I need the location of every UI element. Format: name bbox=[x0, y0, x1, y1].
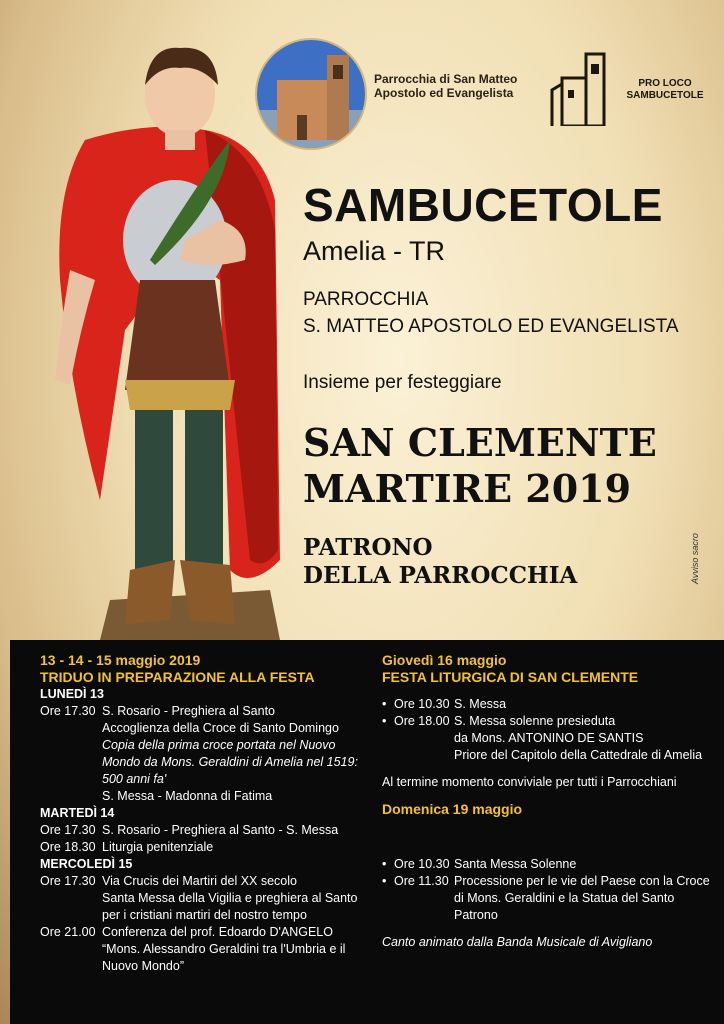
bullet-icon: • bbox=[382, 714, 387, 728]
event: Santa Messa della Vigilia e preghiera al Santo per i cristiani martiri del nostro tempo bbox=[102, 891, 358, 922]
town-title: SAMBUCETOLE bbox=[303, 179, 663, 231]
patron-line1: PATRONO bbox=[303, 534, 433, 561]
event-note: Copia della prima croce portata nel Nuovo Mondo da Mons. Geraldini di Amelia nel 1519: 500 anni fa' bbox=[102, 738, 358, 786]
intro-text: Insieme per festeggiare bbox=[303, 372, 502, 393]
day-wednesday: MERCOLEDÌ 15 bbox=[40, 857, 133, 871]
triduo-dates: 13 - 14 - 15 maggio 2019 bbox=[40, 652, 201, 668]
time: Ore 21.00 bbox=[40, 925, 96, 939]
time: Ore 18.00 bbox=[394, 714, 450, 728]
town-subtitle: Amelia - TR bbox=[303, 236, 446, 266]
event-line: Priore del Capitolo della Cattedrale di Amelia bbox=[454, 748, 703, 762]
event: Via Crucis dei Martiri del XX secolo bbox=[102, 874, 297, 888]
event: S. Rosario - Preghiera al Santo bbox=[102, 704, 276, 718]
band-note: Canto animato dalla Banda Musicale di Avigliano bbox=[382, 935, 653, 949]
time: Ore 11.30 bbox=[394, 874, 449, 888]
pro-loco-tower-logo bbox=[550, 50, 616, 126]
time: Ore 10.30 bbox=[394, 857, 450, 871]
schedule-row bbox=[382, 873, 712, 924]
schedule-row bbox=[382, 713, 712, 764]
time: Ore 18.30 bbox=[40, 840, 96, 854]
schedule-row bbox=[40, 924, 370, 941]
program-section bbox=[10, 640, 724, 1024]
time: Ore 17.30 bbox=[40, 823, 96, 837]
avviso-sacro-label: Avviso sacro bbox=[690, 533, 700, 584]
feast-title bbox=[303, 420, 657, 512]
event: S. Messa - Madonna di Fatima bbox=[102, 789, 273, 803]
event: “Mons. Alessandro Geraldini tra l'Umbria e il Nuovo Mondo” bbox=[102, 942, 346, 973]
bullet-icon: • bbox=[382, 697, 387, 711]
saint-statue-image bbox=[30, 30, 300, 640]
pro-loco-text: PRO LOCO SAMBUCETOLE bbox=[626, 78, 704, 101]
schedule-row bbox=[382, 856, 712, 873]
event: Accoglienza della Croce di Santo Domingo bbox=[102, 721, 339, 735]
bullet-icon: • bbox=[382, 874, 387, 888]
event bbox=[454, 713, 712, 764]
time: Ore 17.30 bbox=[40, 874, 96, 888]
time: Ore 17.30 bbox=[40, 704, 96, 718]
day-monday: LUNEDÌ 13 bbox=[40, 687, 104, 701]
schedule-row bbox=[40, 703, 370, 720]
patron-line2: DELLA PARROCCHIA bbox=[303, 562, 578, 589]
program-right-column bbox=[382, 652, 712, 951]
event: Processione per le vie del Paese con la Croce di Mons. Geraldini e la Statua del Santo Patrono bbox=[454, 874, 710, 922]
schedule-row bbox=[40, 873, 370, 890]
parish-heading-line2: S. MATTEO APOSTOLO ED EVANGELISTA bbox=[303, 316, 679, 337]
festa-liturgica-heading: FESTA LITURGICA DI SAN CLEMENTE bbox=[382, 669, 639, 685]
parish-church-logo bbox=[255, 38, 367, 150]
day-tuesday: MARTEDÌ 14 bbox=[40, 806, 115, 820]
patron-text bbox=[303, 534, 577, 590]
parish-heading bbox=[303, 286, 679, 340]
feast-title-line2: MARTIRE 2019 bbox=[303, 466, 632, 511]
time: Ore 10.30 bbox=[394, 697, 450, 711]
conviviale-note: Al termine momento conviviale per tutti i Parrocchiani bbox=[382, 775, 677, 789]
schedule-row bbox=[40, 822, 370, 839]
schedule-row bbox=[40, 839, 370, 856]
parish-logo-text: Parrocchia di San Matteo Apostolo ed Evangelista bbox=[374, 72, 518, 100]
event-line: S. Messa solenne presieduta bbox=[454, 714, 616, 728]
bullet-icon: • bbox=[382, 857, 387, 871]
sunday-date: Domenica 19 maggio bbox=[382, 801, 523, 817]
feast-title-line1: SAN CLEMENTE bbox=[303, 420, 657, 465]
thursday-date: Giovedì 16 maggio bbox=[382, 652, 507, 668]
event: Santa Messa Solenne bbox=[454, 857, 577, 871]
event: S. Messa bbox=[454, 697, 507, 711]
parish-heading-line1: PARROCCHIA bbox=[303, 289, 429, 310]
event: Liturgia penitenziale bbox=[102, 840, 214, 854]
program-left-column bbox=[40, 652, 370, 975]
event: S. Rosario - Preghiera al Santo - S. Messa bbox=[102, 823, 339, 837]
event-line: da Mons. ANTONINO DE SANTIS bbox=[454, 731, 644, 745]
schedule-row bbox=[382, 696, 712, 713]
triduo-heading: TRIDUO IN PREPARAZIONE ALLA FESTA bbox=[40, 669, 315, 685]
event: Conferenza del prof. Edoardo D'ANGELO bbox=[102, 925, 333, 939]
